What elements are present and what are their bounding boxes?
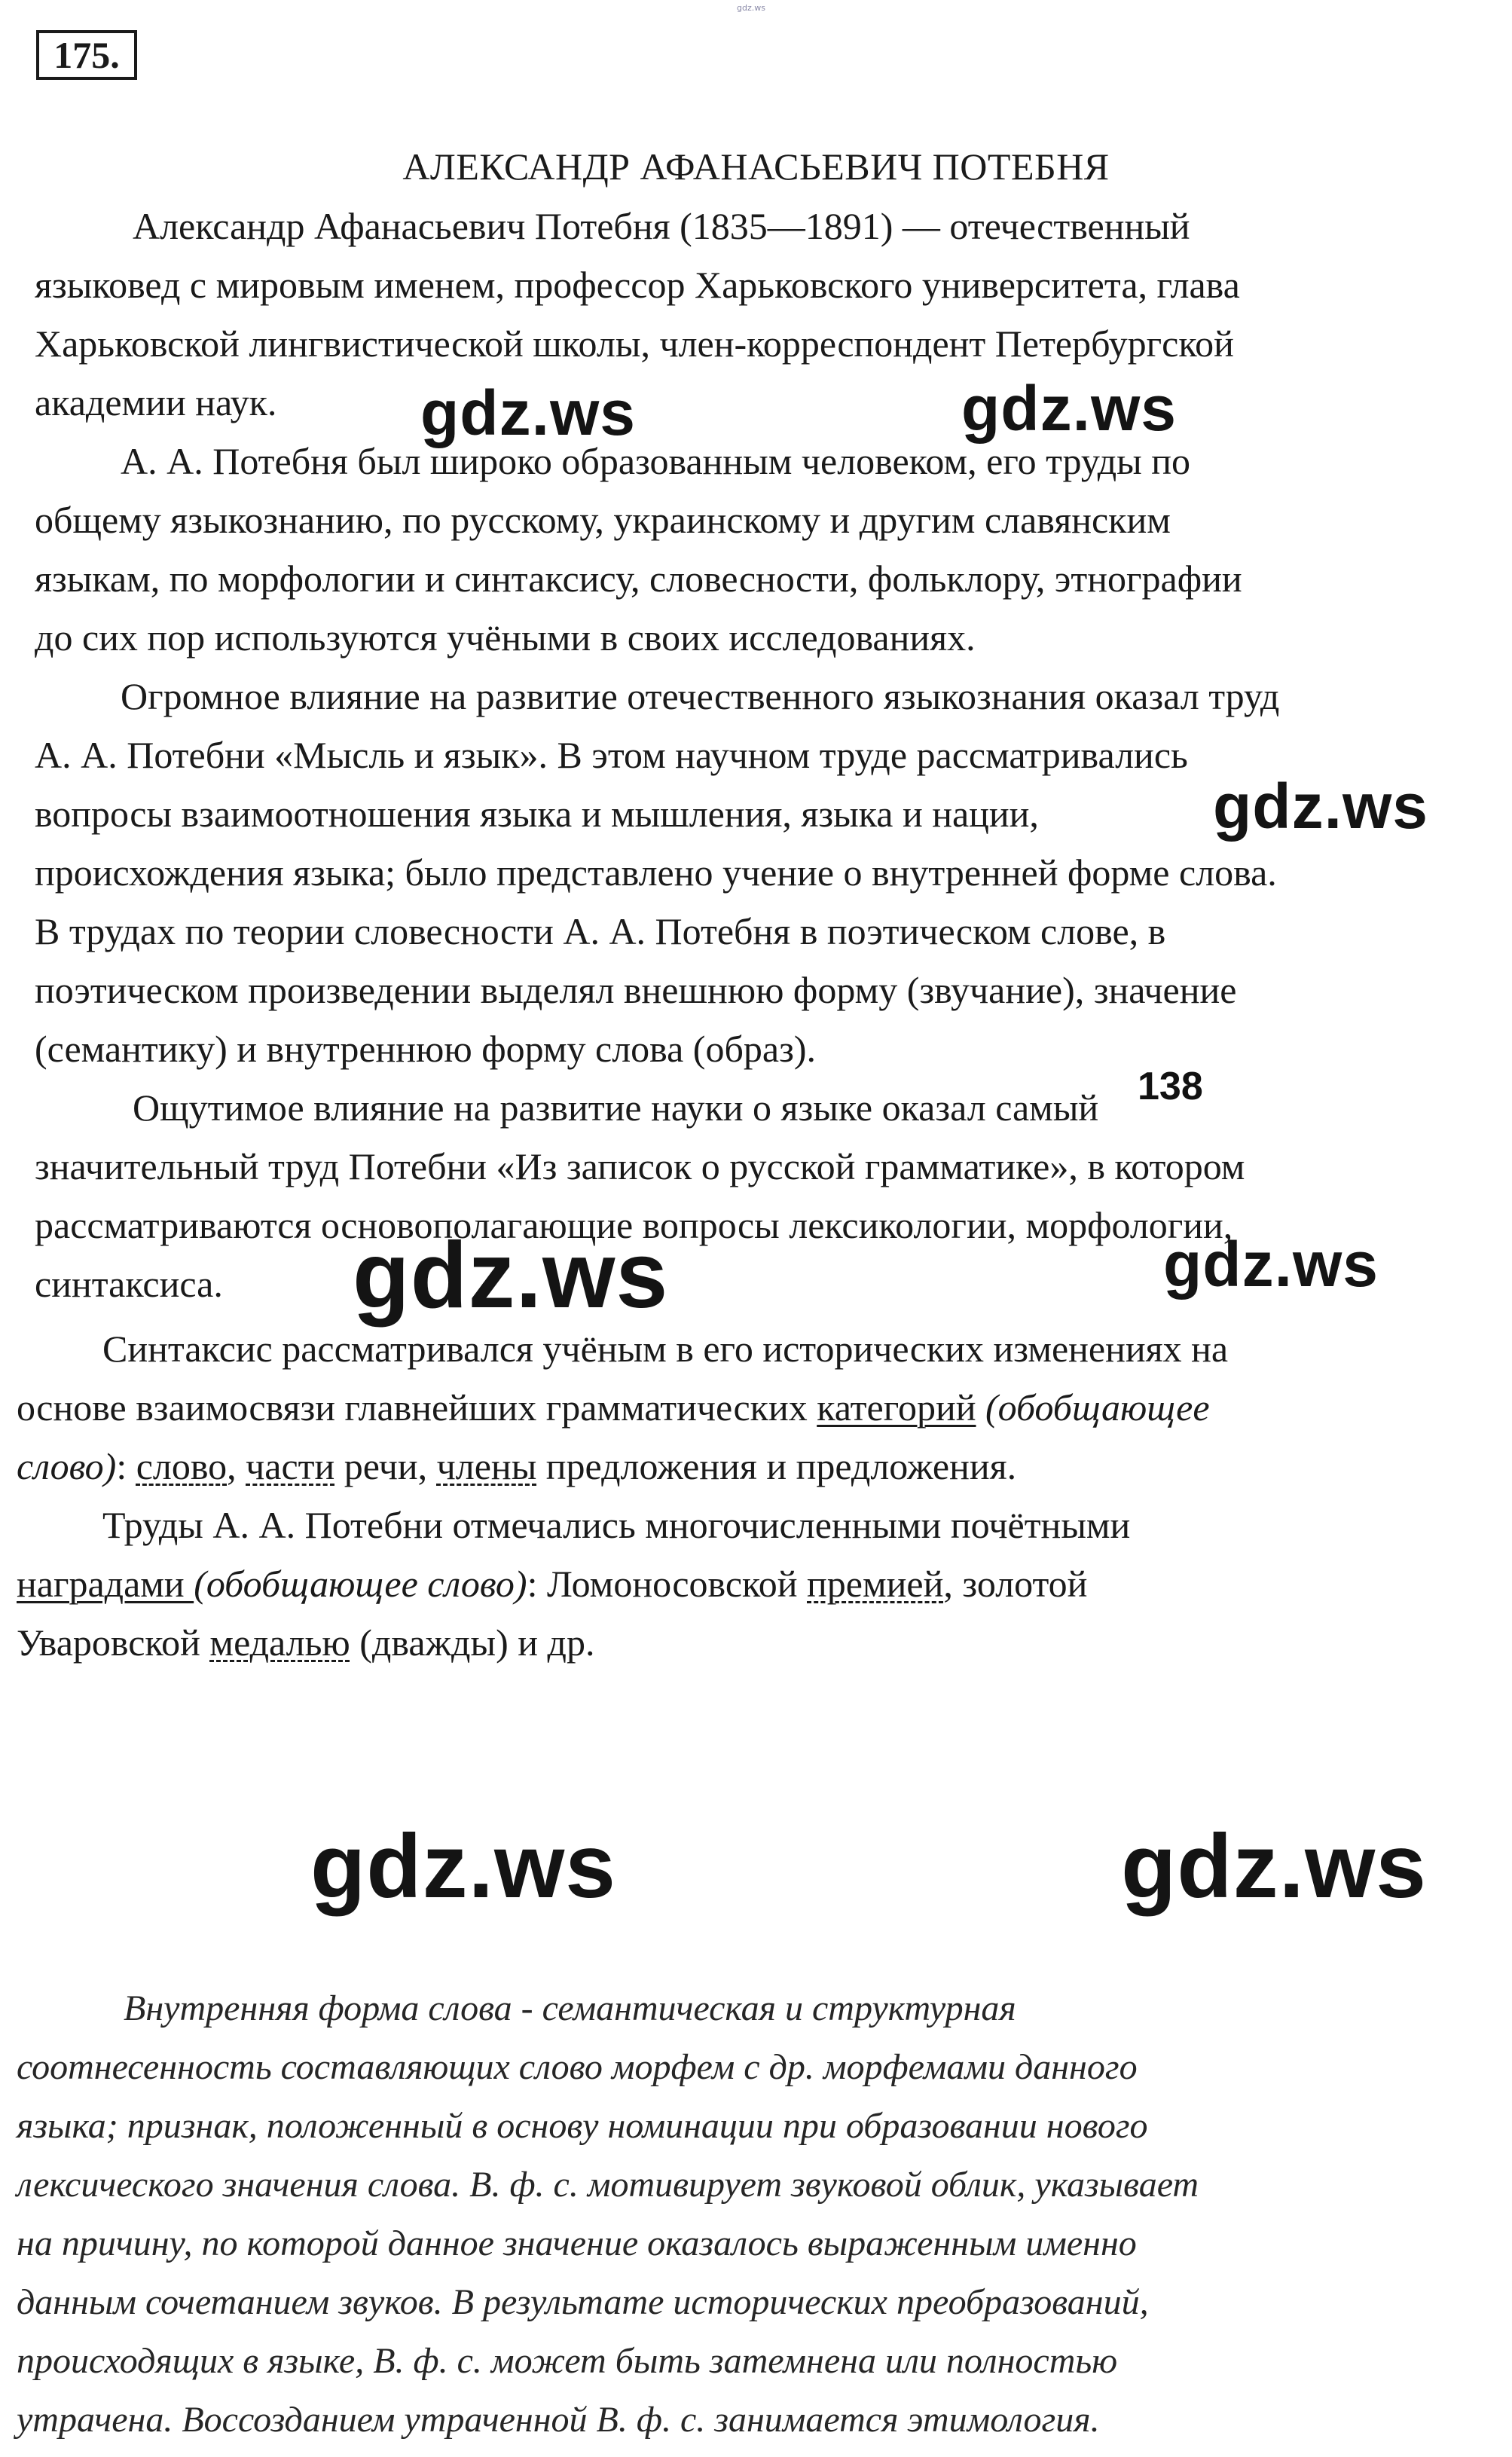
task-number: 175. xyxy=(36,30,137,80)
p3-line-1: Огромное влияние на развитие отечественного языкознания оказал труд xyxy=(121,675,1280,717)
watermark: gdz.ws xyxy=(1121,1816,1428,1917)
p1-line-2: языковед с мировым именем, профессор Харьковского университета, глава xyxy=(35,264,1240,306)
top-watermark: gdz.ws xyxy=(737,3,765,13)
watermark: gdz.ws xyxy=(310,1816,617,1917)
underlined-word-chleny: члены xyxy=(436,1445,537,1487)
underlined-word-kategoriy: категорий xyxy=(817,1386,976,1429)
p3-line-5: В трудах по теории словесности А. А. Потебня в поэтическом слове, в xyxy=(35,910,1166,952)
definition-line-7: происходящих в языке, В. ф. с. может быть затемнена или полностью xyxy=(17,2341,1118,2381)
underlined-word-chasti: части xyxy=(246,1445,335,1487)
definition-line-2: соотнесенность составляющих слово морфем с др. морфемами данного xyxy=(17,2047,1138,2087)
p4-line-3: рассматриваются основополагающие вопросы лексикологии, морфологии, xyxy=(35,1204,1233,1246)
definition-line-1: Внутренняя форма слова - семантическая и структурная xyxy=(124,1988,1016,2028)
definition-line-4: лексического значения слова. В. ф. с. мотивирует звуковой облик, указывает xyxy=(17,2165,1199,2205)
p4-line-4: синтаксиса. xyxy=(35,1263,223,1305)
watermark: gdz.ws xyxy=(1163,1229,1379,1300)
p3-line-6: поэтическом произведении выделял внешнюю форму (звучание), значение xyxy=(35,969,1237,1011)
watermark: gdz.ws xyxy=(420,377,637,448)
p1-line-3: Харьковской лингвистической школы, член-корреспондент Петербургской xyxy=(35,322,1234,365)
p3-line-3: вопросы взаимоотношения языка и мышления, языка и нации, xyxy=(35,793,1039,835)
page-title: АЛЕКСАНДР АФАНАСЬЕВИЧ ПОТЕБНЯ xyxy=(402,145,1110,188)
p4-line-2: значительный труд Потебни «Из записок о русской грамматике», в котором xyxy=(35,1145,1245,1187)
definition-line-6: данным сочетанием звуков. В результате исторических преобразований, xyxy=(17,2282,1149,2322)
p6-line-2: наградами (обобщающее слово): Ломоносовской премией, золотой xyxy=(17,1563,1088,1605)
p2-line-1: А. А. Потебня был широко образованным человеком, его труды по xyxy=(121,440,1191,482)
p4-line-1: Ощутимое влияние на развитие науки о языке оказал самый xyxy=(133,1086,1099,1129)
p3-line-4: происхождения языка; было представлено учение о внутренней форме слова. xyxy=(35,851,1277,894)
p6-line-3: Уваровской медалью (дважды) и др. xyxy=(17,1621,595,1664)
p5-line-2: основе взаимосвязи главнейших грамматических категорий (обобщающее xyxy=(17,1386,1210,1429)
p3-line-7: (семантику) и внутреннюю форму слова (образ). xyxy=(35,1028,816,1070)
underlined-word-medalyu: медалью xyxy=(209,1621,350,1664)
p1-line-4: академии наук. xyxy=(35,381,277,423)
watermark: gdz.ws xyxy=(353,1224,669,1328)
p5-line-3: слово): слово, части речи, члены предложения и предложения. xyxy=(17,1445,1017,1487)
p2-line-2: общему языкознанию, по русскому, украинскому и другим славянским xyxy=(35,499,1171,541)
underlined-word-premiey: премией xyxy=(807,1563,944,1605)
p2-line-4: до сих пор используются учёными в своих исследованиях. xyxy=(35,616,976,659)
p3-line-2: А. А. Потебни «Мысль и язык». В этом научном труде рассматривались xyxy=(35,734,1188,776)
p6-line-1: Труды А. А. Потебни отмечались многочисленными почётными xyxy=(102,1504,1131,1546)
p5-line-1: Синтаксис рассматривался учёным в его исторических изменениях на xyxy=(102,1328,1229,1370)
definition-line-8: утрачена. Воссозданием утраченной В. ф. с. занимается этимология. xyxy=(17,2400,1100,2440)
underlined-word-slovo: слово xyxy=(136,1445,228,1487)
watermark: gdz.ws xyxy=(961,373,1178,444)
underlined-word-nagradami: наградами xyxy=(17,1563,194,1605)
definition-line-3: языка; признак, положенный в основу номинации при образовании нового xyxy=(17,2106,1148,2146)
definition-line-5: на причину, по которой данное значение оказалось выраженным именно xyxy=(17,2223,1137,2263)
p2-line-3: языкам, по морфологии и синтаксису, словесности, фольклору, этнографии xyxy=(35,558,1242,600)
page-number: 138 xyxy=(1138,1065,1203,1108)
watermark: gdz.ws xyxy=(1213,771,1429,842)
p1-line-1: Александр Афанасьевич Потебня (1835—1891) — отечественный xyxy=(133,205,1190,247)
